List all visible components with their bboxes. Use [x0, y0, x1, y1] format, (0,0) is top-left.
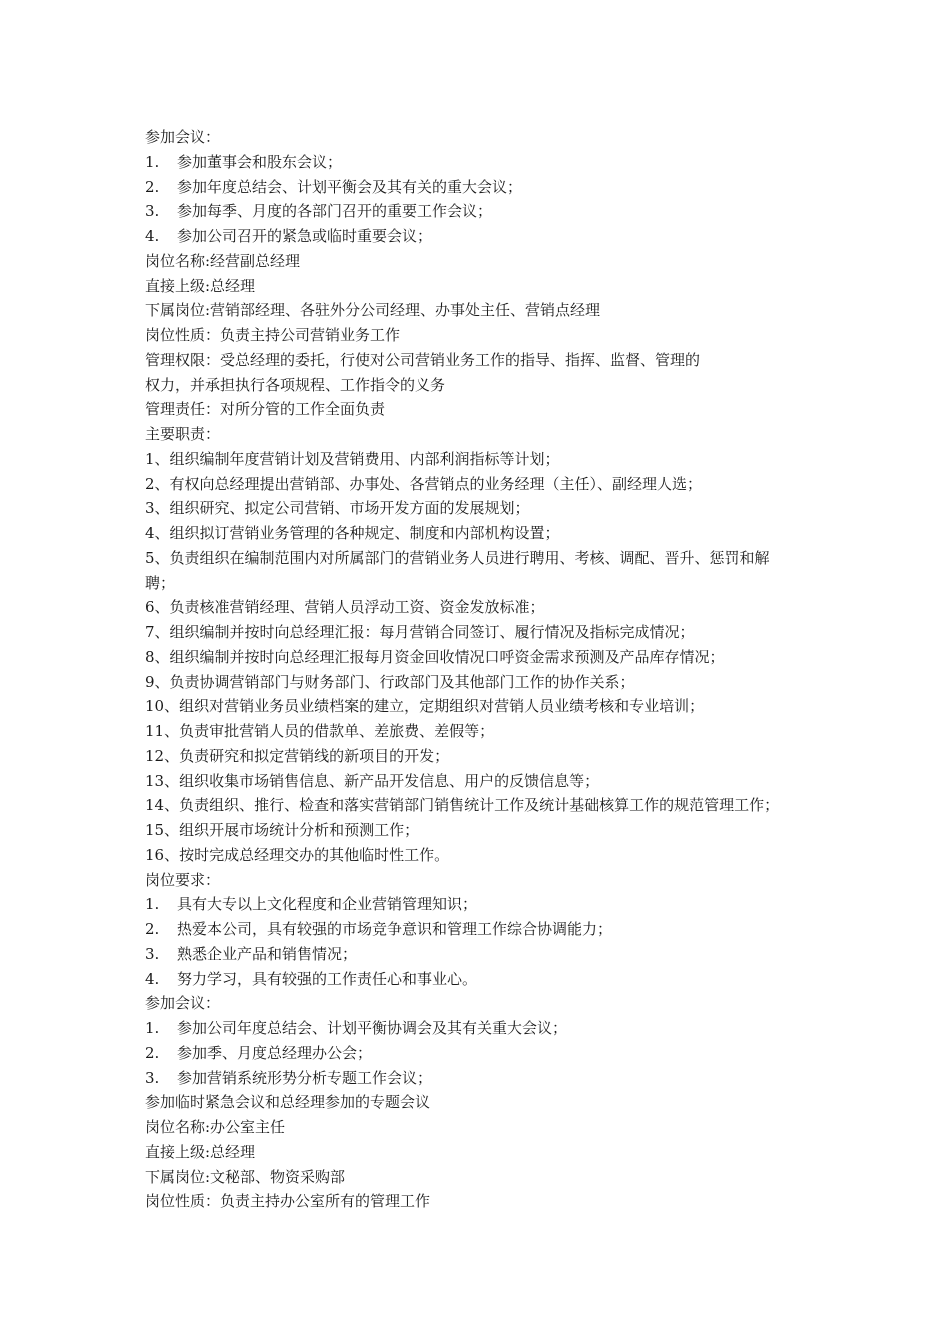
list-number: 1.	[145, 152, 160, 171]
section-heading: 主要职责：	[145, 425, 221, 443]
text-line: 9、负责协调营销部门与财务部门、行政部门及其他部门工作的协作关系；	[145, 672, 635, 691]
text-line: 岗位性质：负责主持公司营销业务工作	[145, 326, 401, 344]
text-line: 4、组织拟订营销业务管理的各种规定、制度和内部机构设置；	[145, 524, 560, 542]
text-line: 岗位性质：负责主持办公室所有的管理工作	[145, 1192, 431, 1211]
numbered-list-item	[145, 967, 865, 992]
list-item-text: 热爱本公司，具有较强的市场竞争意识和管理工作综合协调能力；	[177, 920, 613, 938]
text-line: 直接上级:总经理	[145, 276, 256, 295]
text-line: 3、组织研究、拟定公司营销、市场开发方面的发展规划；	[145, 499, 530, 518]
text-line: 权力，并承担执行各项规程、工作指令的义务	[145, 375, 446, 394]
list-number: 2.	[145, 920, 160, 938]
list-item-text: 参加董事会和股东会议；	[177, 152, 343, 171]
list-number: 1.	[145, 895, 160, 914]
text-line: 岗位名称:经营副总经理	[145, 251, 301, 270]
text-line: 13、组织收集市场销售信息、新产品开发信息、用户的反馈信息等；	[145, 771, 600, 790]
section-heading: 参加会议：	[145, 128, 221, 146]
text-line: 15、组织开展市场统计分析和预测工作；	[145, 821, 420, 839]
numbered-list-item	[145, 175, 865, 200]
text-line: 下属岗位:营销部经理、各驻外分公司经理、办事处主任、营销点经理	[145, 301, 601, 320]
list-number: 3.	[145, 944, 160, 963]
numbered-list-item	[145, 892, 865, 917]
list-item-text: 参加营销系统形势分析专题工作会议；	[177, 1068, 433, 1087]
numbered-list-item	[145, 199, 865, 224]
text-line: 7、组织编制并按时向总经理汇报：每月营销合同签订、履行情况及指标完成情况；	[145, 623, 695, 641]
text-line: 10、组织对营销业务员业绩档案的建立，定期组织对营销人员业绩考核和专业培训；	[145, 697, 705, 716]
list-number: 2.	[145, 177, 160, 196]
section-heading: 岗位要求：	[145, 870, 221, 889]
list-item-text: 参加季、月度总经理办公会；	[177, 1043, 373, 1062]
list-number: 1.	[145, 1019, 160, 1037]
text-line: 11、负责审批营销人员的借款单、差旅费、差假等；	[145, 722, 495, 740]
numbered-list-item	[145, 1041, 865, 1066]
text-line: 直接上级:总经理	[145, 1142, 256, 1161]
text-line: 管理权限：受总经理的委托，行使对公司营销业务工作的指导、指挥、监督、管理的	[145, 350, 701, 369]
list-item-text: 具有大专以上文化程度和企业营销管理知识；	[177, 895, 478, 914]
list-number: 4.	[145, 227, 160, 245]
text-line: 管理责任：对所分管的工作全面负责	[145, 400, 386, 419]
list-number: 3.	[145, 202, 160, 221]
list-item-text: 参加年度总结会、计划平衡会及其有关的重大会议；	[177, 177, 523, 196]
text-line: 参加临时紧急会议和总经理参加的专题会议	[145, 1093, 431, 1112]
numbered-list-item	[145, 942, 865, 967]
document-body	[145, 125, 865, 1214]
text-line: 6、负责核准营销经理、营销人员浮动工资、资金发放标准；	[145, 598, 545, 617]
text-line: 12、负责研究和拟定营销线的新项目的开发；	[145, 746, 450, 765]
numbered-list-item	[145, 150, 865, 175]
list-item-text: 参加公司召开的紧急或临时重要会议；	[177, 227, 433, 245]
text-line: 2、有权向总经理提出营销部、办事处、各营销点的业务经理（主任）、副经理人选；	[145, 474, 703, 493]
list-item-text: 努力学习，具有较强的工作责任心和事业心。	[177, 969, 478, 988]
text-line: 16、按时完成总经理交办的其他临时性工作。	[145, 845, 450, 864]
numbered-list-item	[145, 1016, 865, 1041]
text-line: 14、负责组织、推行、检查和落实营销部门销售统计工作及统计基础核算工作的规范管理工作；	[145, 796, 780, 815]
text-line: 聘；	[145, 573, 176, 592]
list-item-text: 参加公司年度总结会、计划平衡协调会及其有关重大会议；	[177, 1019, 568, 1037]
list-number: 4.	[145, 969, 160, 988]
section-heading: 参加会议：	[145, 994, 221, 1013]
text-line: 5、负责组织在编制范围内对所属部门的营销业务人员进行聘用、考核、调配、晋升、惩罚和解	[145, 548, 770, 567]
list-number: 2.	[145, 1043, 160, 1062]
numbered-list-item	[145, 917, 865, 942]
list-item-text: 熟悉企业产品和销售情况；	[177, 944, 358, 963]
text-line: 岗位名称:办公室主任	[145, 1118, 286, 1136]
numbered-list-item	[145, 1066, 865, 1091]
list-number: 3.	[145, 1068, 160, 1087]
text-line: 8、组织编制并按时向总经理汇报每月资金回收情况口呼资金需求预测及产品库存情况；	[145, 647, 725, 666]
list-item-text: 参加每季、月度的各部门召开的重要工作会议；	[177, 202, 493, 221]
text-line: 1、组织编制年度营销计划及营销费用、内部利润指标等计划；	[145, 449, 560, 468]
numbered-list-item	[145, 224, 865, 249]
text-line: 下属岗位:文秘部、物资采购部	[145, 1167, 346, 1186]
